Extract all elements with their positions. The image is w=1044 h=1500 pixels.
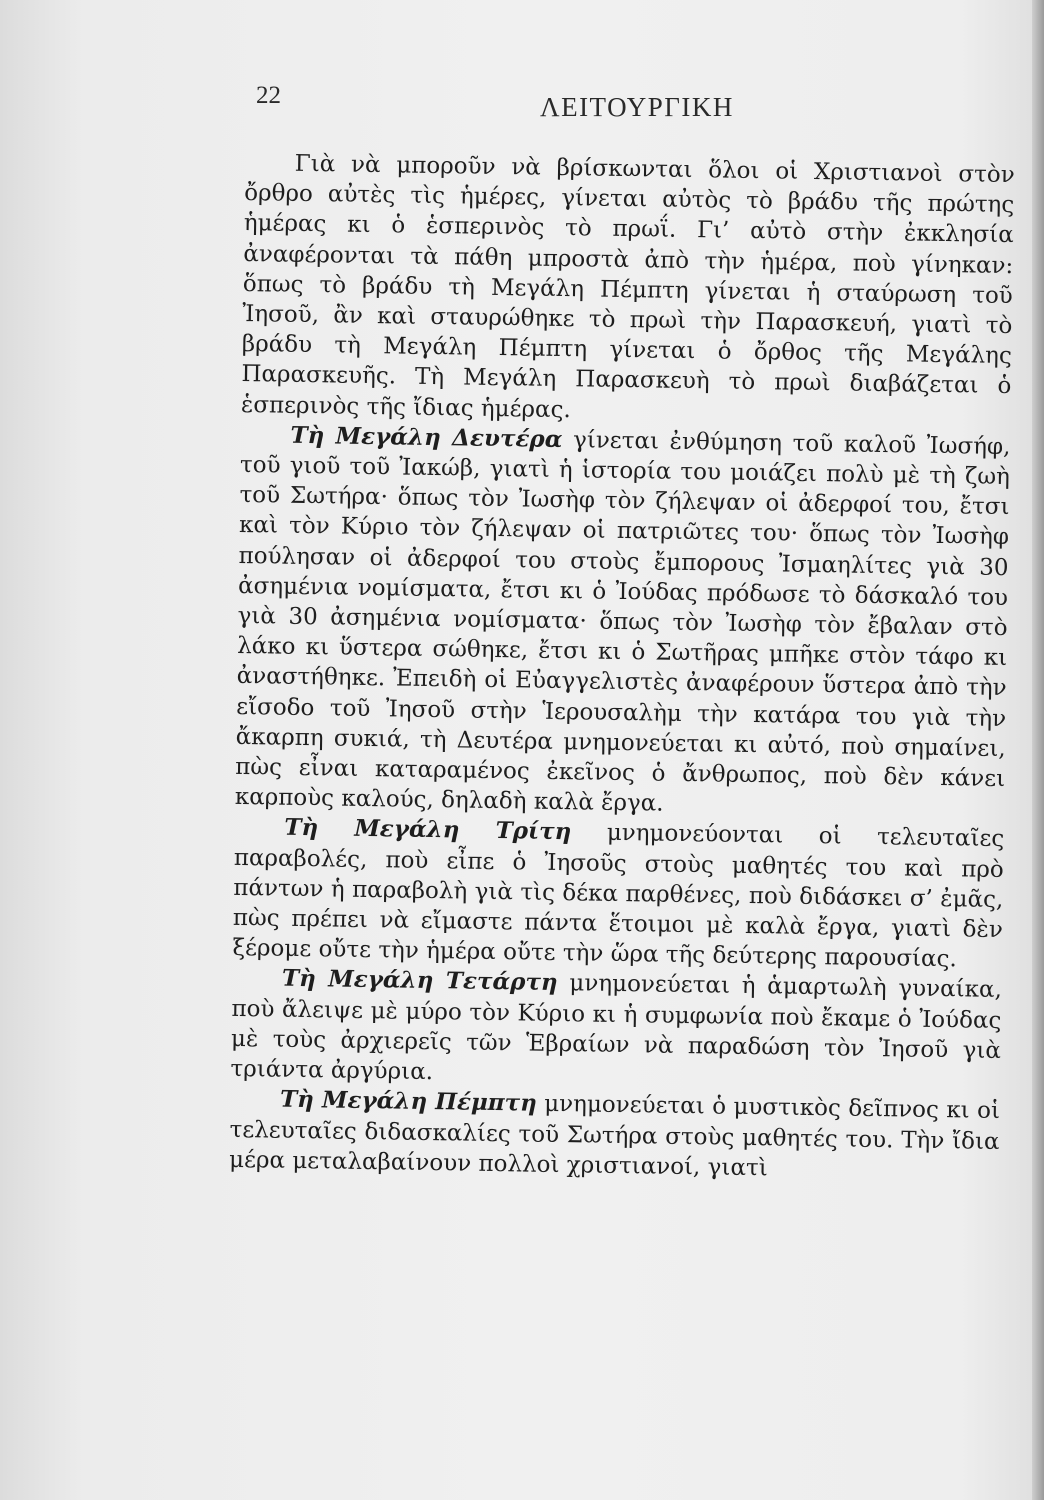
- paragraph-monday: [235, 420, 1011, 825]
- paragraph-lead: Τὴ Μεγάλη Τετάρτη: [281, 965, 558, 997]
- paragraph-wednesday: [230, 963, 1002, 1096]
- paragraph-text: μνημονεύεται ὁ μυστικὸς δεῖπνος κι οἱ τελευταῖες διδασκαλίες τοῦ Σωτήρα στοὺς μαθητές του. Τὴν ἴδια μέρα μεταλαβαίνουν πολλοὶ χριστιανοί, γιατὶ: [228, 1091, 1001, 1182]
- page-edge-shadow: [1032, 0, 1044, 1500]
- running-title: ΛΕΙΤΟΥΡΓΙΚΗ: [540, 92, 734, 122]
- page-number: 22: [256, 82, 281, 109]
- paragraph-thursday: [229, 1084, 1000, 1187]
- paragraph-text: Γιὰ νὰ μποροῦν νὰ βρίσκωνται ὅλοι οἱ Χριστιανοὶ στὸν ὄρθρο αὐτὲς τὶς ἡμέρες, γίνεται αὐτὸς τὸ βράδυ τῆς πρώτης ἡμέρας κι ὁ ἑσπερινὸς τὸ πρωΐ. Γι’ αὐτὸ στὴν ἐκκλησία ἀναφέρονται τὰ πάθη μπροστὰ ἀπὸ τὴν ἡμέρα, ποὺ γίνηκαν: ὅπως τὸ βράδυ τὴ Μεγάλη Πέμπτη γίνεται ἡ σταύρωση τοῦ Ἰησοῦ, ἂν καὶ σταυρώθηκε τὸ πρωὶ τὴν Παρασκευή, γιατὶ τὸ βράδυ τὴ Μεγάλη Πέμπτη γίνεται ὁ ὄρθος τῆς Μεγάλης Παρασκευῆς. Τὴ Μεγάλη Παρασκευὴ τὸ πρωὶ διαβάζεται ὁ ἑσπερινὸς τῆς ἴδιας ἡμέρας.: [240, 150, 1015, 423]
- paragraph-lead: Τὴ Μεγάλη Πέμπτη: [279, 1085, 538, 1117]
- paragraph-text: μνημονεύεται ἡ ἁμαρτωλὴ γυναίκα, ποὺ ἄλειψε μὲ μύρο τὸν Κύριο κι ἡ συμφωνία ποὺ ἔκαμε ὁ Ἰούδας μὲ τοὺς ἀρχιερεῖς τῶν Ἑβραίων νὰ παραδώση τὸν Ἰησοῦ γιὰ τριάντα ἀργύρια.: [230, 970, 1003, 1086]
- paragraph-tuesday: [232, 812, 1004, 975]
- paragraph-text: μνημονεύονται οἱ τελευταῖες παραβολές, ποὺ εἶπε ὁ Ἰησοῦς στοὺς μαθητές του καὶ πρὸ πάντων ἡ παραβολὴ γιὰ τὶς δέκα παρθένες, ποὺ διδάσκει σ’ ἐμᾶς, πὼς πρέπει νὰ εἴμαστε πάντα ἕτοιμοι μὲ καλὰ ἔργα, γιατὶ δὲν ξέρομε οὔτε τὴν ἡμέρα οὔτε τὴν ὥρα τῆς δεύτερης παρουσίας.: [232, 819, 1005, 973]
- body-text: [229, 148, 1015, 1187]
- paragraph-intro: [241, 148, 1015, 432]
- paragraph-lead: Τὴ Μεγάλη Δευτέρα: [290, 421, 563, 453]
- paragraph-text: γίνεται ἐνθύμηση τοῦ καλοῦ Ἰωσήφ, τοῦ γιοῦ τοῦ Ἰακώβ, γιατὶ ἡ ἱστορία του μοιάζει πολὺ μὲ τὴ ζωὴ τοῦ Σωτήρα· ὅπως τὸν Ἰωσὴφ τὸν ζήλεψαν οἱ ἀδερφοί του, ἔτσι καὶ τὸν Κύριο τὸν ζήλεψαν οἱ πατριῶτες του· ὅπως τὸν Ἰωσὴφ πούλησαν οἱ ἀδερφοί του στοὺς ἔμπορους Ἰσμαηλίτες γιὰ 30 ἀσημένια νομίσματα, ἔτσι κι ὁ Ἰούδας πρόδωσε τὸ δάσκαλό του γιὰ 30 ἀσημένια νομίσματα· ὅπως τὸν Ἰωσὴφ τὸν ἔβαλαν στὸ λάκο κι ὕστερα σώθηκε, ἔτσι κι ὁ Σωτῆρας μπῆκε στὸν τάφο κι ἀναστήθηκε. Ἐπειδὴ οἱ Εὐαγγελιστὲς ἀναφέρουν ὕστερα ἀπὸ τὴν εἴσοδο τοῦ Ἰησοῦ στὴν Ἱερουσαλὴμ τὴν κατάρα του γιὰ τὴν ἄκαρπη συκιά, τὴ Δευτέρα μνημονεύεται κι αὐτό, ποὺ σημαίνει, πὼς εἶναι καταραμένος ἐκεῖνος ὁ ἄνθρωπος, ποὺ δὲν κάνει καρποὺς καλούς, δηλαδὴ καλὰ ἔργα.: [234, 426, 1011, 817]
- paragraph-lead: Τὴ Μεγάλη Τρίτη: [284, 814, 572, 846]
